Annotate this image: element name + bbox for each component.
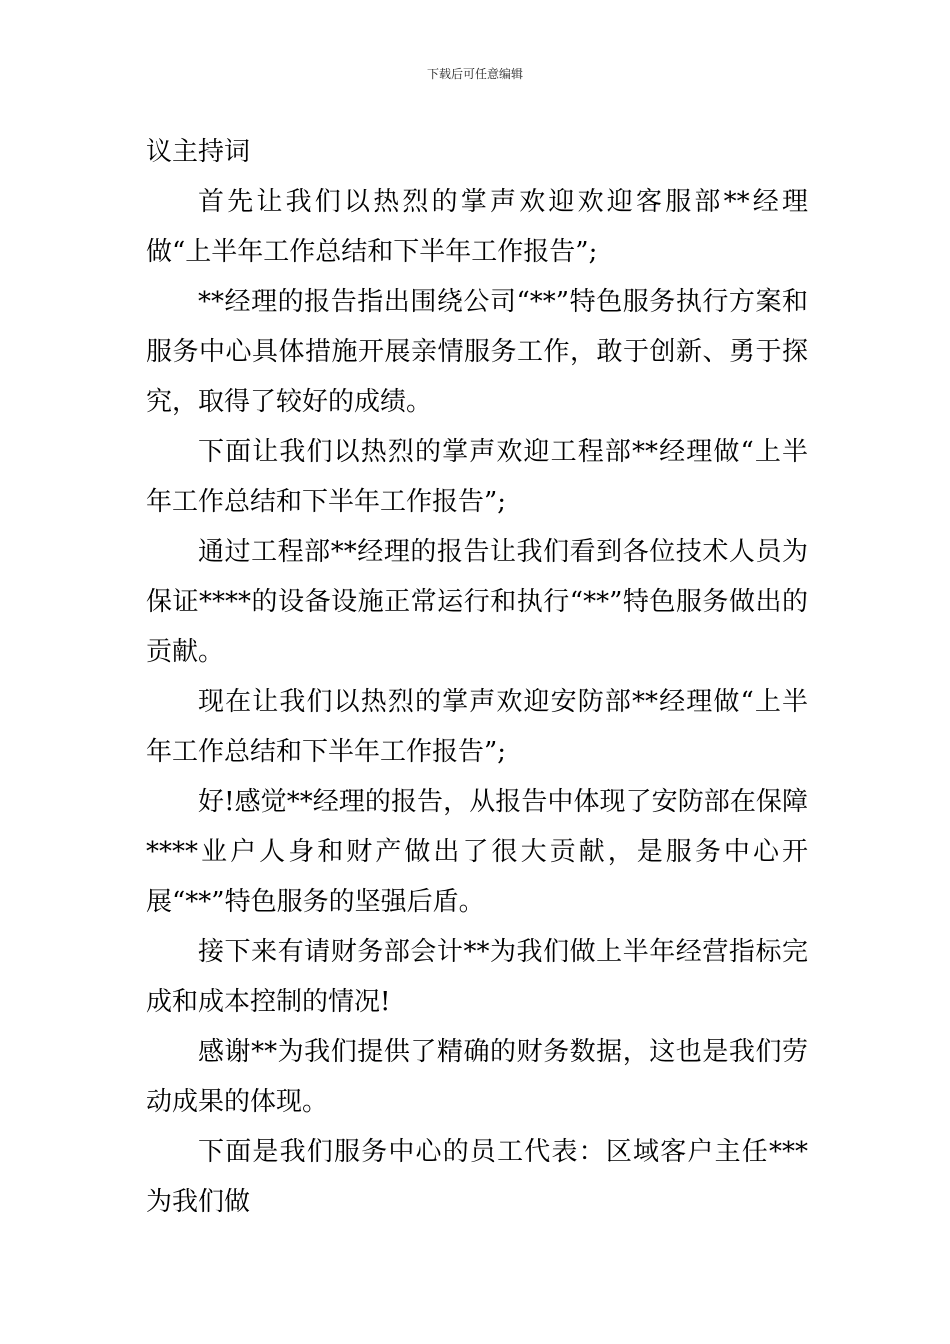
paragraph-1: 首先让我们以热烈的掌声欢迎欢迎客服部**经理做“上半年工作总结和下半年工作报告”; (146, 187, 808, 267)
document-body (146, 127, 808, 1227)
paragraph-8: 感谢**为我们提供了精确的财务数据，这也是我们劳动成果的体现。 (146, 1037, 808, 1117)
paragraph-7: 接下来有请财务部会计**为我们做上半年经营指标完成和成本控制的情况! (146, 937, 808, 1017)
paragraph-4: 通过工程部**经理的报告让我们看到各位技术人员为保证****的设备设施正常运行和执行“**”特色服务做出的贡献。 (146, 537, 808, 667)
paragraph-2: **经理的报告指出围绕公司“**”特色服务执行方案和服务中心具体措施开展亲情服务工作，敢于创新、勇于探究，取得了较好的成绩。 (146, 287, 808, 417)
page-header-note: 下载后可任意编辑 (426, 67, 523, 81)
paragraph-9: 下面是我们服务中心的员工代表：区域客户主任***为我们做 (146, 1137, 808, 1217)
document-title: 议主持词 (146, 137, 251, 167)
paragraph-6: 好!感觉**经理的报告，从报告中体现了安防部在保障****业户人身和财产做出了很大贡献，是服务中心开展“**”特色服务的坚强后盾。 (146, 787, 808, 917)
paragraph-3: 下面让我们以热烈的掌声欢迎工程部**经理做“上半年工作总结和下半年工作报告”; (146, 437, 808, 517)
paragraph-5: 现在让我们以热烈的掌声欢迎安防部**经理做“上半年工作总结和下半年工作报告”; (146, 687, 808, 767)
